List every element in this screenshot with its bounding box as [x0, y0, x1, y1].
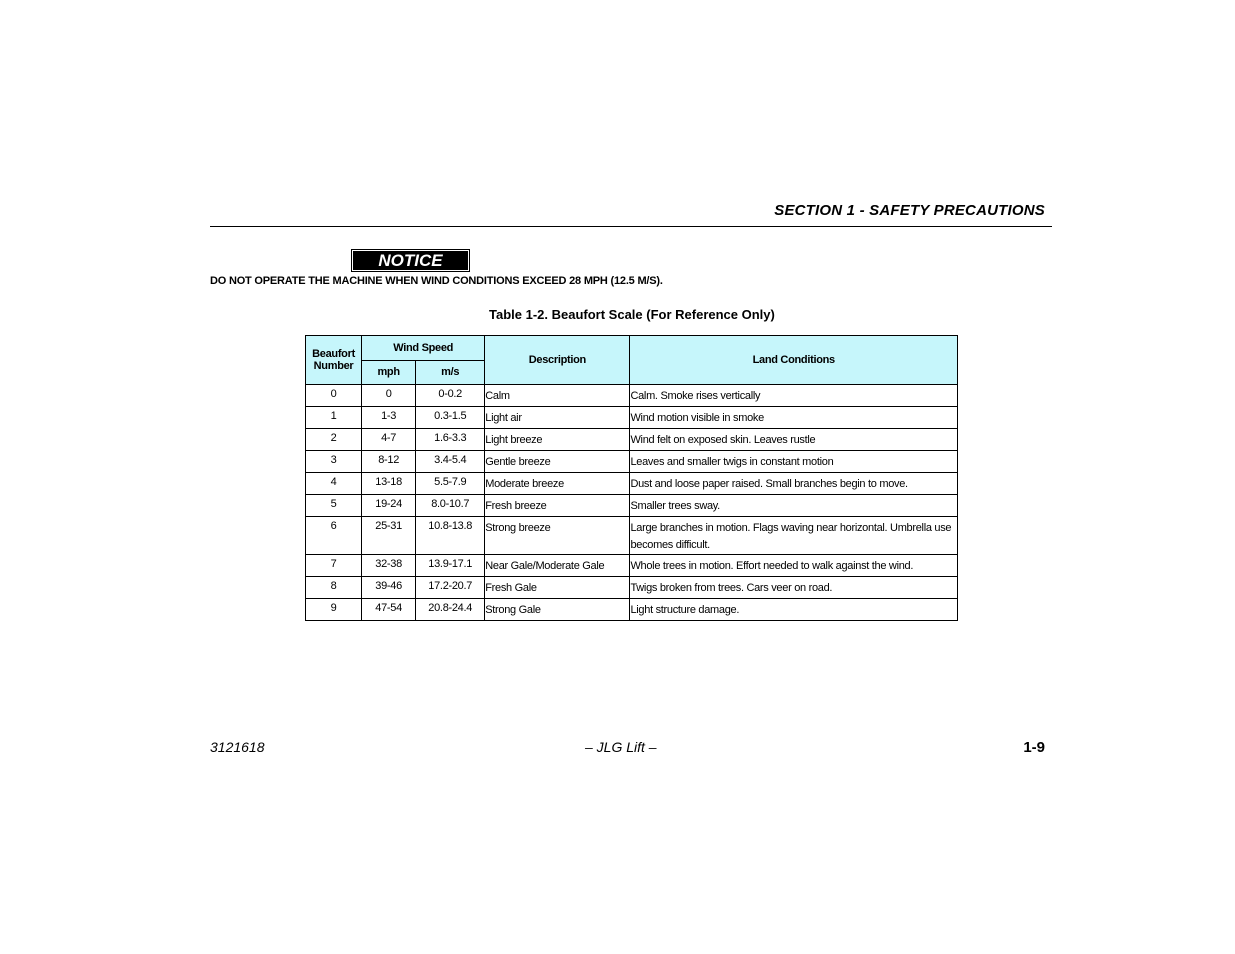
- cell-mph: 13-18: [362, 473, 416, 495]
- section-title: SECTION 1 - SAFETY PRECAUTIONS: [774, 202, 1045, 219]
- cell-land-conditions: Dust and loose paper raised. Small branches begin to move.: [630, 473, 958, 495]
- cell-beaufort-number: 3: [306, 451, 362, 473]
- cell-description: Fresh breeze: [485, 495, 630, 517]
- table-row: [306, 385, 958, 407]
- cell-mph: 19-24: [362, 495, 416, 517]
- table-row: [306, 407, 958, 429]
- table-row: [306, 429, 958, 451]
- cell-ms: 8.0-10.7: [416, 495, 485, 517]
- cell-mph: 4-7: [362, 429, 416, 451]
- header-mph: mph: [362, 360, 416, 385]
- cell-description: Fresh Gale: [485, 577, 630, 599]
- header-beaufort-number: Beaufort Number: [306, 336, 362, 385]
- cell-ms: 13.9-17.1: [416, 555, 485, 577]
- cell-mph: 8-12: [362, 451, 416, 473]
- cell-ms: 10.8-13.8: [416, 517, 485, 555]
- cell-ms: 17.2-20.7: [416, 577, 485, 599]
- header-ms: m/s: [416, 360, 485, 385]
- cell-beaufort-number: 2: [306, 429, 362, 451]
- cell-land-conditions: Large branches in motion. Flags waving near horizontal. Umbrella use becomes difficult.: [630, 517, 958, 555]
- cell-ms: 1.6-3.3: [416, 429, 485, 451]
- cell-land-conditions: Leaves and smaller twigs in constant motion: [630, 451, 958, 473]
- cell-land-conditions: Light structure damage.: [630, 599, 958, 621]
- cell-mph: 0: [362, 385, 416, 407]
- cell-ms: 5.5-7.9: [416, 473, 485, 495]
- cell-land-conditions: Calm. Smoke rises vertically: [630, 385, 958, 407]
- cell-ms: 0.3-1.5: [416, 407, 485, 429]
- header-description: Description: [485, 336, 630, 385]
- cell-mph: 1-3: [362, 407, 416, 429]
- cell-land-conditions: Twigs broken from trees. Cars veer on road.: [630, 577, 958, 599]
- cell-beaufort-number: 7: [306, 555, 362, 577]
- header-divider: [210, 226, 1052, 227]
- doc-number: 3121618: [210, 739, 265, 755]
- cell-land-conditions: Whole trees in motion. Effort needed to walk against the wind.: [630, 555, 958, 577]
- table-row: [306, 473, 958, 495]
- table-row: [306, 451, 958, 473]
- footer-brand: – JLG Lift –: [585, 739, 657, 755]
- cell-description: Light breeze: [485, 429, 630, 451]
- cell-description: Moderate breeze: [485, 473, 630, 495]
- cell-beaufort-number: 9: [306, 599, 362, 621]
- cell-ms: 20.8-24.4: [416, 599, 485, 621]
- header-wind-speed: Wind Speed: [362, 336, 485, 361]
- cell-land-conditions: Smaller trees sway.: [630, 495, 958, 517]
- header-land-conditions: Land Conditions: [630, 336, 958, 385]
- table-row: [306, 577, 958, 599]
- cell-description: Near Gale/Moderate Gale: [485, 555, 630, 577]
- beaufort-table: [305, 335, 958, 621]
- cell-beaufort-number: 8: [306, 577, 362, 599]
- table-row: [306, 599, 958, 621]
- table-body: [306, 385, 958, 621]
- table-title: Table 1-2. Beaufort Scale (For Reference Only): [489, 307, 775, 322]
- cell-mph: 47-54: [362, 599, 416, 621]
- notice-text: DO NOT OPERATE THE MACHINE WHEN WIND CONDITIONS EXCEED 28 MPH (12.5 M/S).: [210, 275, 663, 287]
- cell-description: Strong breeze: [485, 517, 630, 555]
- cell-description: Strong Gale: [485, 599, 630, 621]
- cell-mph: 25-31: [362, 517, 416, 555]
- notice-badge: NOTICE: [352, 250, 469, 271]
- cell-description: Gentle breeze: [485, 451, 630, 473]
- cell-beaufort-number: 4: [306, 473, 362, 495]
- cell-ms: 0-0.2: [416, 385, 485, 407]
- cell-land-conditions: Wind motion visible in smoke: [630, 407, 958, 429]
- table-row: [306, 517, 958, 555]
- cell-beaufort-number: 5: [306, 495, 362, 517]
- cell-mph: 39-46: [362, 577, 416, 599]
- table-row: [306, 495, 958, 517]
- table-row: [306, 555, 958, 577]
- cell-mph: 32-38: [362, 555, 416, 577]
- cell-ms: 3.4-5.4: [416, 451, 485, 473]
- cell-beaufort-number: 6: [306, 517, 362, 555]
- cell-description: Light air: [485, 407, 630, 429]
- cell-description: Calm: [485, 385, 630, 407]
- cell-beaufort-number: 0: [306, 385, 362, 407]
- page-number: 1-9: [1023, 739, 1045, 756]
- cell-beaufort-number: 1: [306, 407, 362, 429]
- cell-land-conditions: Wind felt on exposed skin. Leaves rustle: [630, 429, 958, 451]
